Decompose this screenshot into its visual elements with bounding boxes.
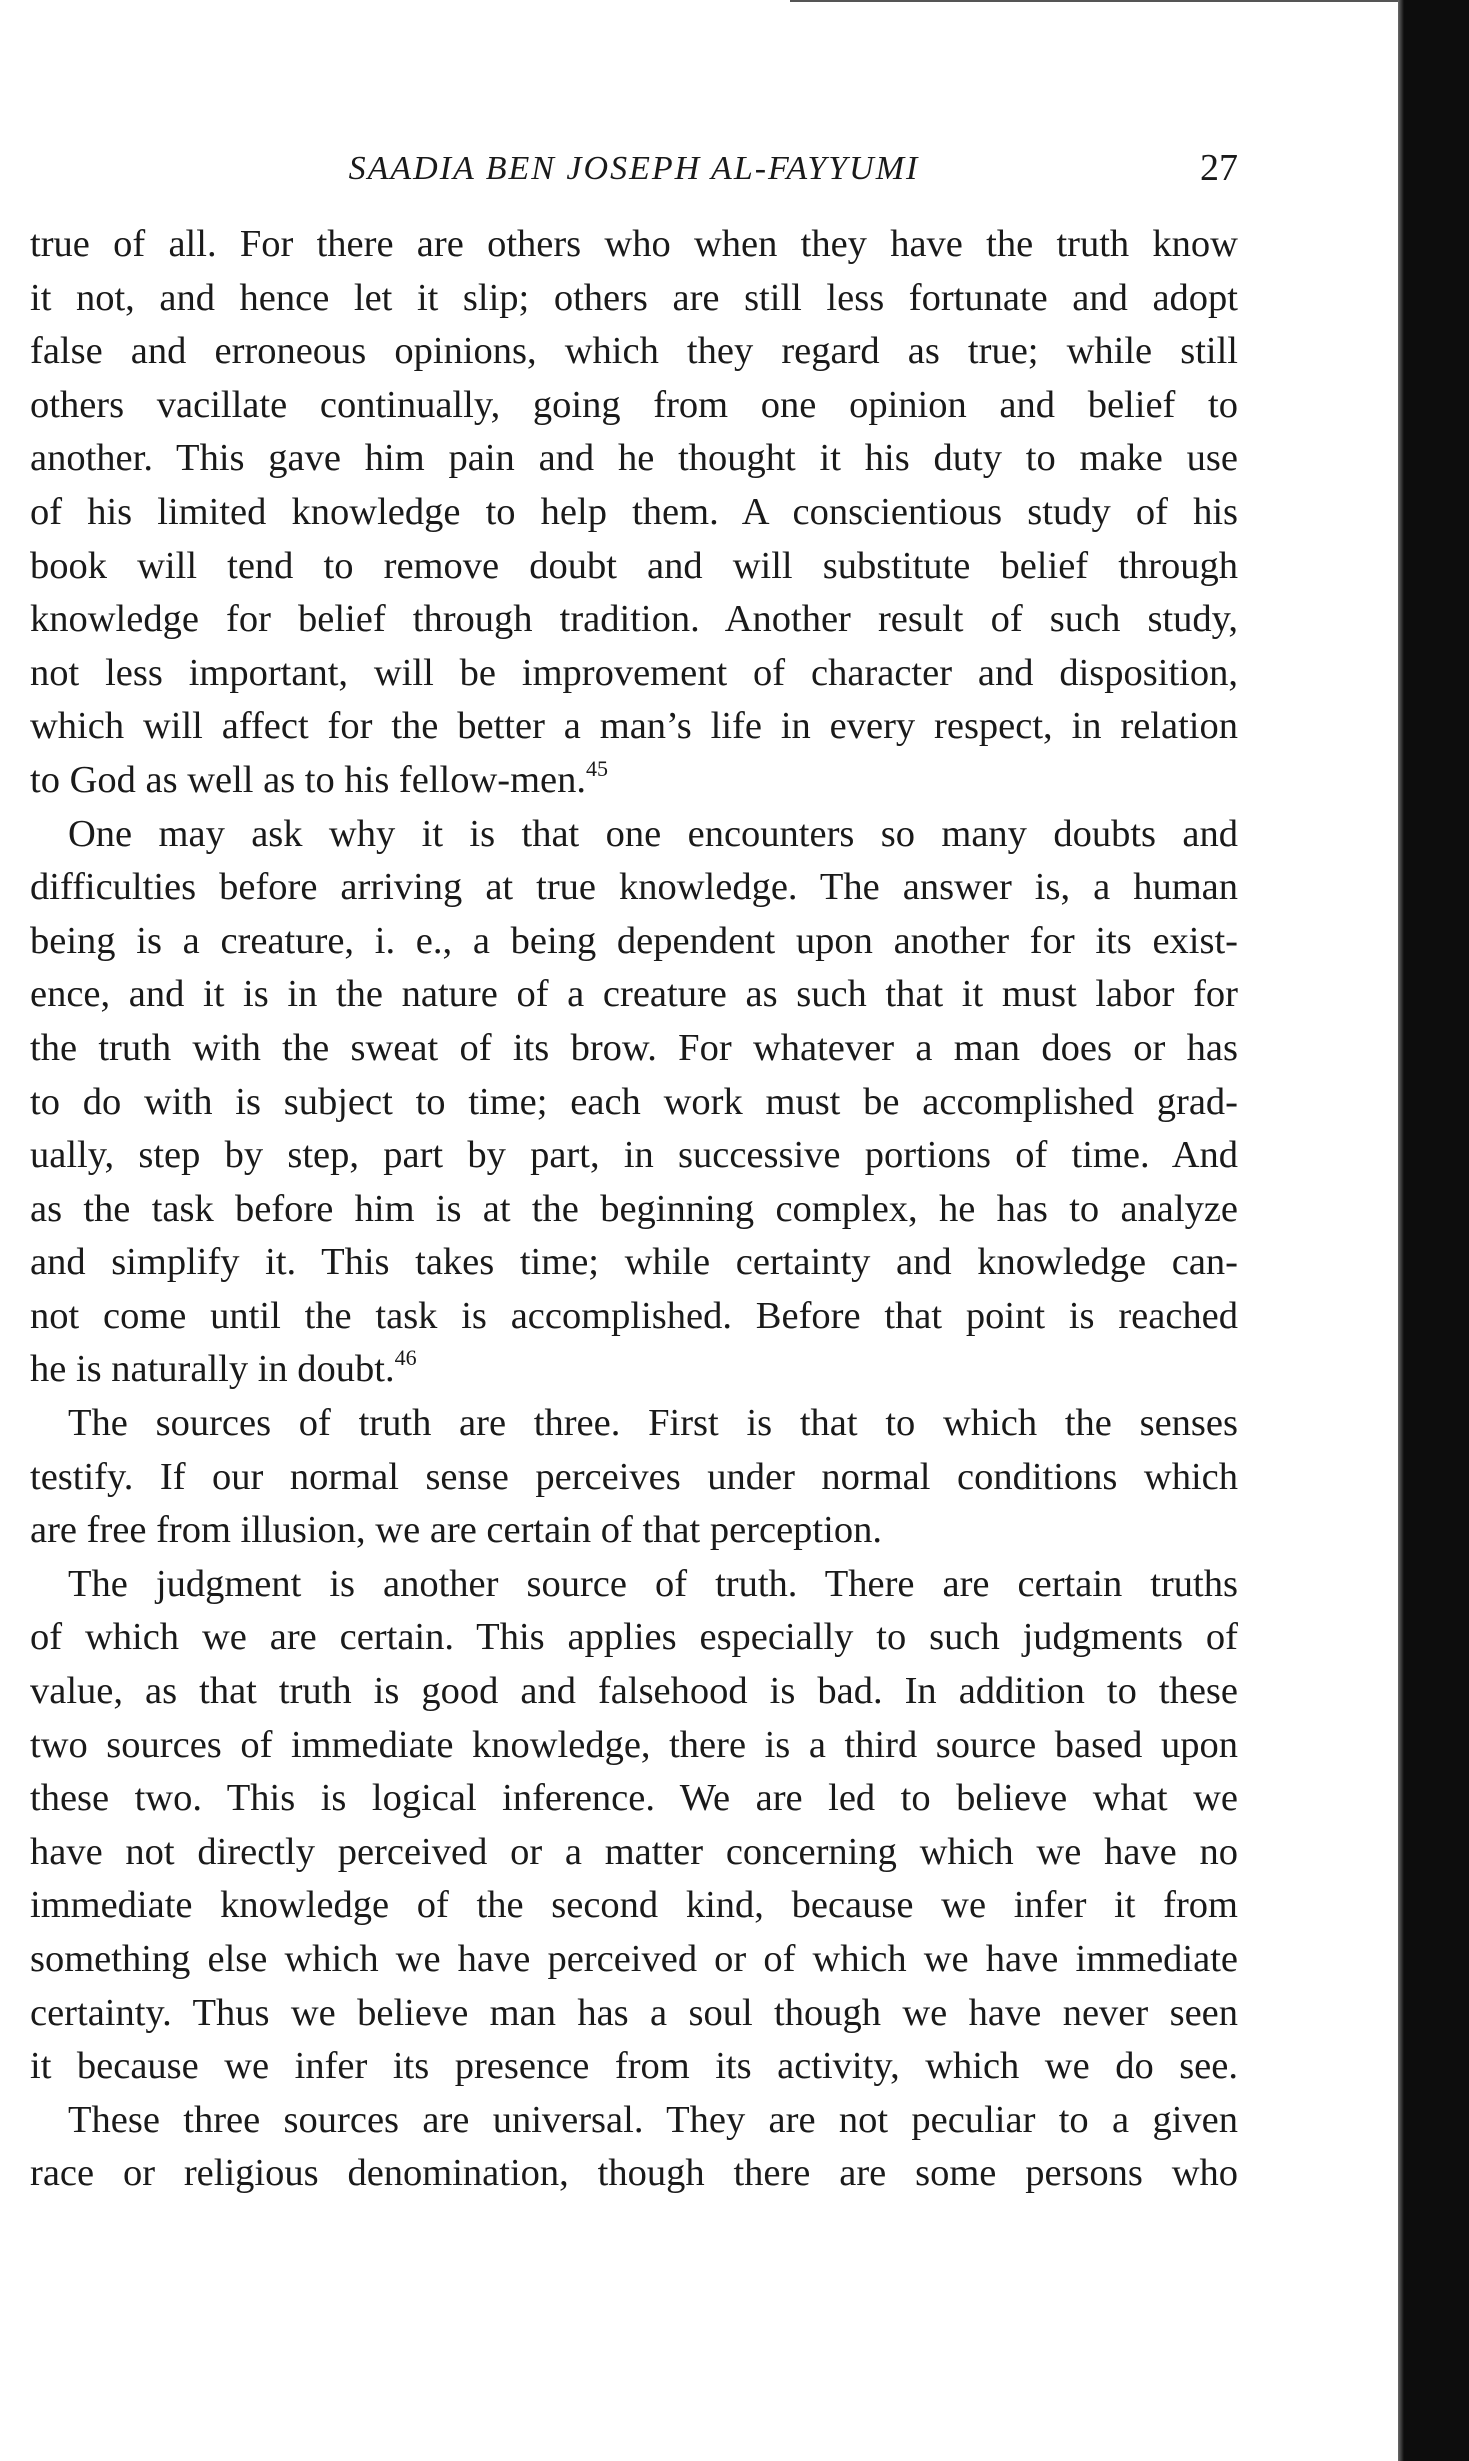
text-line: The judgment is another source of truth. There are certain truths bbox=[68, 1562, 1238, 1605]
text-line: two sources of immediate knowledge, there is a third source based upon bbox=[30, 1723, 1238, 1766]
text-line: value, as that truth is good and falsehood is bad. In addition to these bbox=[30, 1670, 1238, 1713]
text-line: of which we are certain. This applies especially to such judgments of bbox=[30, 1616, 1238, 1659]
text-line: are free from illusion, we are certain of that perception. bbox=[30, 1509, 882, 1552]
text-line: The sources of truth are three. First is that to which the senses bbox=[68, 1402, 1238, 1445]
page-number: 27 bbox=[1200, 147, 1238, 189]
text-line-content: to God as well as to his fellow-men. bbox=[30, 758, 587, 801]
text-line-content: he is naturally in doubt. bbox=[30, 1348, 395, 1391]
running-title: SAADIA BEN JOSEPH AL-FAYYUMI bbox=[348, 150, 920, 187]
paragraph bbox=[30, 1558, 1238, 2094]
text-line: as the task before him is at the beginning complex, he has to analyze bbox=[30, 1187, 1238, 1230]
text-line: which will affect for the better a man’s life in every respect, in relation bbox=[30, 705, 1238, 748]
text-line bbox=[30, 1343, 1238, 1397]
book-page bbox=[30, 140, 1238, 2201]
text-line: have not directly perceived or a matter concerning which we have no bbox=[30, 1830, 1238, 1873]
scan-page-edge-shadow bbox=[1398, 0, 1469, 2461]
text-line: difficulties before arriving at true knowledge. The answer is, a human bbox=[30, 866, 1238, 909]
text-line: true of all. For there are others who when they have the truth know bbox=[30, 223, 1238, 265]
text-line: race or religious denomination, though there are some persons who bbox=[30, 2152, 1238, 2195]
text-line: ence, and it is in the nature of a creature as such that it must labor for bbox=[30, 973, 1238, 1016]
text-line: false and erroneous opinions, which they regard as true; while still bbox=[30, 330, 1238, 373]
paragraph bbox=[30, 218, 1238, 808]
text-line: knowledge for belief through tradition. Another result of such study, bbox=[30, 598, 1238, 641]
text-line bbox=[30, 754, 1238, 808]
running-head bbox=[30, 140, 1238, 200]
paragraph bbox=[30, 1397, 1238, 1558]
text-line: to do with is subject to time; each work must be accomplished grad- bbox=[30, 1080, 1238, 1123]
text-line: these two. This is logical inference. We are led to believe what we bbox=[30, 1777, 1238, 1820]
text-line: not come until the task is accomplished. Before that point is reached bbox=[30, 1294, 1238, 1337]
text-line: ually, step by step, part by part, in successive portions of time. And bbox=[30, 1134, 1238, 1177]
paragraph bbox=[30, 808, 1238, 1398]
text-line: the truth with the sweat of its brow. For whatever a man does or has bbox=[30, 1026, 1238, 1069]
text-line: it not, and hence let it slip; others are still less fortunate and adopt bbox=[30, 276, 1238, 319]
text-line: book will tend to remove doubt and will substitute belief through bbox=[30, 544, 1238, 587]
text-line: One may ask why it is that one encounters so many doubts and bbox=[68, 812, 1238, 855]
text-line: others vacillate continually, going from one opinion and belief to bbox=[30, 383, 1238, 426]
footnote-marker: 45 bbox=[586, 755, 609, 781]
text-line: These three sources are universal. They are not peculiar to a given bbox=[68, 2098, 1238, 2141]
text-line: it because we infer its presence from its activity, which we do see. bbox=[30, 2045, 1238, 2088]
scan-top-edge bbox=[790, 0, 1400, 2]
paragraph bbox=[30, 2094, 1238, 2201]
text-line: certainty. Thus we believe man has a soul though we have never seen bbox=[30, 1991, 1238, 2034]
text-line: not less important, will be improvement of character and disposition, bbox=[30, 651, 1238, 694]
footnote-marker: 46 bbox=[394, 1345, 417, 1371]
text-line: another. This gave him pain and he thought it his duty to make use bbox=[30, 437, 1238, 480]
text-line: something else which we have perceived or of which we have immediate bbox=[30, 1938, 1238, 1980]
text-line: immediate knowledge of the second kind, because we infer it from bbox=[30, 1884, 1238, 1927]
text-line: of his limited knowledge to help them. A conscientious study of his bbox=[30, 490, 1238, 533]
text-line: being is a creature, i. e., a being dependent upon another for its exist- bbox=[30, 919, 1238, 962]
text-line: and simplify it. This takes time; while certainty and knowledge can- bbox=[30, 1241, 1238, 1284]
text-line: testify. If our normal sense perceives under normal conditions which bbox=[30, 1455, 1238, 1498]
